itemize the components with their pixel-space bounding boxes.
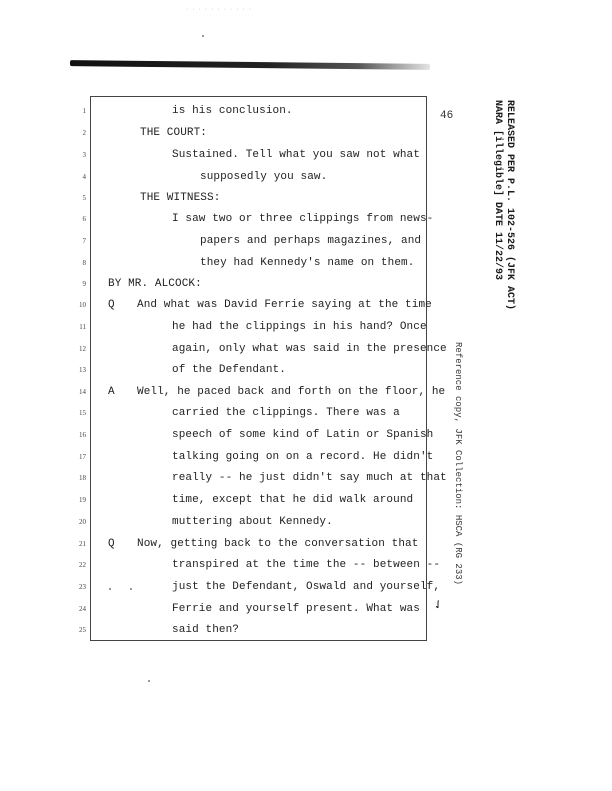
line-number: 20 (79, 518, 86, 526)
release-stamp-line1: RELEASED PER P.L. 102-526 (JFK ACT) (504, 100, 515, 311)
transcript-line: I saw two or three clippings from news- (172, 213, 434, 225)
transcript-line: said then? (172, 624, 240, 636)
line-number: 8 (82, 259, 86, 267)
transcript-line: BY MR. ALCOCK: (108, 278, 202, 290)
line-number: 13 (79, 366, 86, 374)
line-number: 19 (79, 496, 86, 504)
transcript-line: THE WITNESS: (140, 192, 221, 204)
transcript-line: speech of some kind of Latin or Spanish (172, 429, 434, 441)
transcript-line: they had Kennedy's name on them. (200, 257, 415, 269)
transcript-line: Ferrie and yourself present. What was (172, 603, 420, 615)
line-number: 1 (82, 107, 86, 115)
transcript-line: is his conclusion. (172, 105, 293, 117)
transcript-line: talking going on on a record. He didn't (172, 451, 434, 463)
speck (148, 680, 150, 682)
redaction-bar (70, 60, 430, 70)
line-number: 14 (79, 388, 86, 396)
speaker-prefix: Q (108, 538, 115, 550)
transcript-line: muttering about Kennedy. (172, 516, 333, 528)
line-number: 4 (82, 173, 86, 181)
line-number: 17 (79, 453, 86, 461)
transcript-line: Sustained. Tell what you saw not what (172, 149, 420, 161)
line-number: 25 (79, 626, 86, 634)
transcript-line: of the Defendant. (172, 364, 286, 376)
line-number: 24 (79, 605, 86, 613)
speaker-prefix: A (108, 386, 115, 398)
line-number: 21 (79, 540, 86, 548)
page-header-smudge: · · · · · · · · · · · (186, 6, 253, 13)
transcript-line: really -- he just didn't say much at that (172, 472, 447, 484)
line-number: 22 (79, 561, 86, 569)
transcript-line: THE COURT: (140, 127, 208, 139)
line-number: 15 (79, 409, 86, 417)
reference-copy-note: Reference copy, JFK Collection: HSCA (RG 233) (453, 342, 463, 586)
line-number: 2 (82, 129, 86, 137)
line-number: 12 (79, 345, 86, 353)
line-number: 23 (79, 583, 86, 591)
transcript-line: transpired at the time the -- between -- (172, 559, 441, 571)
transcript-line: Now, getting back to the conversation that (137, 538, 419, 550)
line-number: 11 (79, 323, 86, 331)
line-number: 10 (79, 301, 86, 309)
transcript-line: carried the clippings. There was a (172, 407, 400, 419)
speaker-prefix: Q (108, 299, 115, 311)
transcript-line: supposedly you saw. (200, 171, 328, 183)
speck (202, 35, 204, 37)
line-number: 16 (79, 431, 86, 439)
line-number: 18 (79, 474, 86, 482)
transcript-line: papers and perhaps magazines, and (200, 235, 422, 247)
transcript-line: he had the clippings in his hand? Once (172, 321, 427, 333)
transcript-line: again, only what was said in the presence (172, 343, 447, 355)
line-number: 9 (82, 280, 86, 288)
line-number: 6 (82, 215, 86, 223)
transcript-line: just the Defendant, Oswald and yourself, (172, 581, 441, 593)
page-number: 46 (440, 110, 454, 122)
transcript-line: Well, he paced back and forth on the floor, he (137, 386, 446, 398)
transcript-line: And what was David Ferrie saying at the time (137, 299, 432, 311)
line-number: 3 (82, 151, 86, 159)
handwritten-initials: ✓ (430, 595, 447, 614)
transcript-line: time, except that he did walk around (172, 494, 414, 506)
line-number: 7 (82, 237, 86, 245)
line-number: 5 (82, 194, 86, 202)
release-stamp-line2: NARA [illegible] DATE 11/22/93 (492, 100, 503, 281)
